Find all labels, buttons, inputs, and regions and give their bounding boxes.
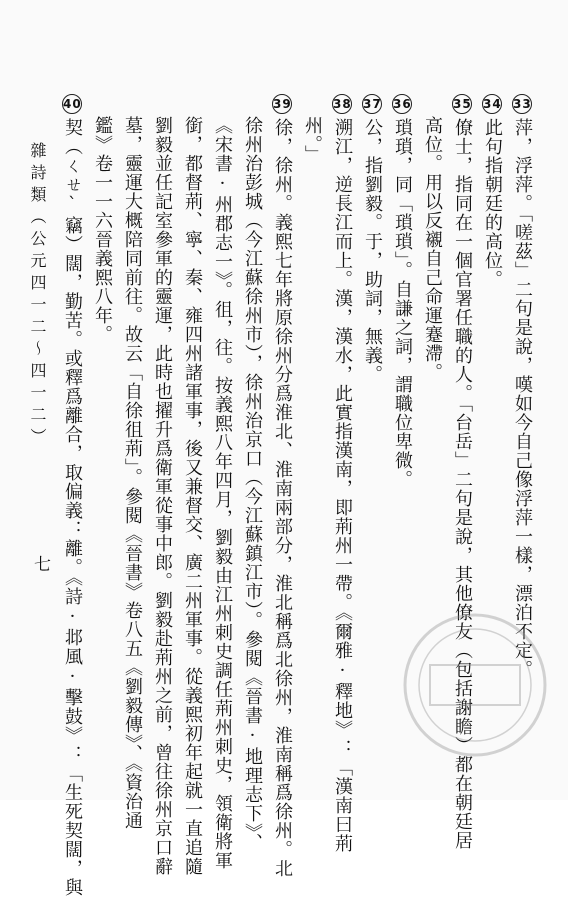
note-35 xyxy=(449,94,475,850)
note-text: 州。」 xyxy=(302,116,323,164)
note-text: 墓，靈運大概陪同前往。故云「自徐徂荊」。參閱《晉書》卷八五《劉毅傳》、《資治通 xyxy=(122,116,143,830)
note-40 xyxy=(59,94,85,897)
running-head: 雜詩類（公元四一二～四一二） xyxy=(28,142,47,450)
note-39-cont-1 xyxy=(239,116,265,852)
note-39-cont-5 xyxy=(119,116,145,830)
note-37 xyxy=(359,94,385,384)
note-34 xyxy=(479,94,505,289)
note-text: 銜，都督荊、寧、秦、雍四州諸軍事，後又兼督交、廣二州軍事。從義熙初年起就一直追隨 xyxy=(182,116,203,876)
note-35-cont xyxy=(419,116,445,382)
note-text: 瑣瑣，同「瑣瑣」。自謙之詞，謂職位卑微。 xyxy=(392,118,413,489)
note-39-cont-4 xyxy=(149,116,175,876)
note-number: 39 xyxy=(272,94,292,114)
note-number: 36 xyxy=(392,94,412,114)
note-text: 萍，浮萍。「嗟茲」二句是說，嘆如今自己像浮萍一樣，漂泊不定。 xyxy=(512,118,533,679)
note-text: 公，指劉毅。于，助詞，無義。 xyxy=(362,118,383,384)
note-number: 40 xyxy=(62,94,82,114)
page-number: 七 xyxy=(30,555,50,572)
note-39 xyxy=(269,94,295,878)
note-text: 徐，徐州。義熙七年將原徐州分爲淮北、淮南兩部分，淮北稱爲北徐州，淮南稱爲徐州。北 xyxy=(272,118,293,878)
note-text: 契（ㄑㄝˋ竊）闊，勤苦。或釋爲離合，取偏義：離。《詩·邶風·擊鼓》：「生死契闊，與 xyxy=(62,118,83,897)
note-text: 僚士，指同在一個官署任職的人。「台岳」二句是說，其他僚友（包括謝瞻）都在朝廷居 xyxy=(452,118,473,850)
note-38-cont xyxy=(299,116,325,164)
note-36 xyxy=(389,94,415,489)
note-text: 徐州治彭城（今江蘇徐州市），徐州治京口（今江蘇鎮江市）。參閱《晉書·地理志下》、 xyxy=(242,116,263,852)
note-text: 《宋書·州郡志一》。徂，往。按義熙八年四月，劉毅由江州刺史調任荊州刺史，領衛將軍 xyxy=(212,116,233,870)
note-39-cont-6 xyxy=(89,116,115,344)
note-text: 此句指朝廷的高位。 xyxy=(482,118,503,289)
note-number: 37 xyxy=(362,94,382,114)
note-number: 34 xyxy=(482,94,502,114)
note-33 xyxy=(509,94,535,679)
note-text: 高位。用以反襯自己命運蹇滯。 xyxy=(422,116,443,382)
note-number: 38 xyxy=(332,94,352,114)
note-39-cont-3 xyxy=(179,116,205,876)
note-39-cont-2 xyxy=(209,116,235,870)
note-text: 溯江，逆長江而上。漢，漢水，此實指漢南，即荊州一帶。《爾雅·釋地》：「漢南曰荊 xyxy=(332,118,353,853)
note-number: 35 xyxy=(452,94,472,114)
note-text: 劉毅並任記室參軍的靈運，此時也擢升爲衛軍從事中郎。劉毅赴荊州之前，曾往徐州京口辭 xyxy=(152,116,173,876)
note-38 xyxy=(329,94,355,853)
note-text: 鑑》卷一一六晉義熙八年。 xyxy=(92,116,113,344)
note-number: 33 xyxy=(512,94,532,114)
